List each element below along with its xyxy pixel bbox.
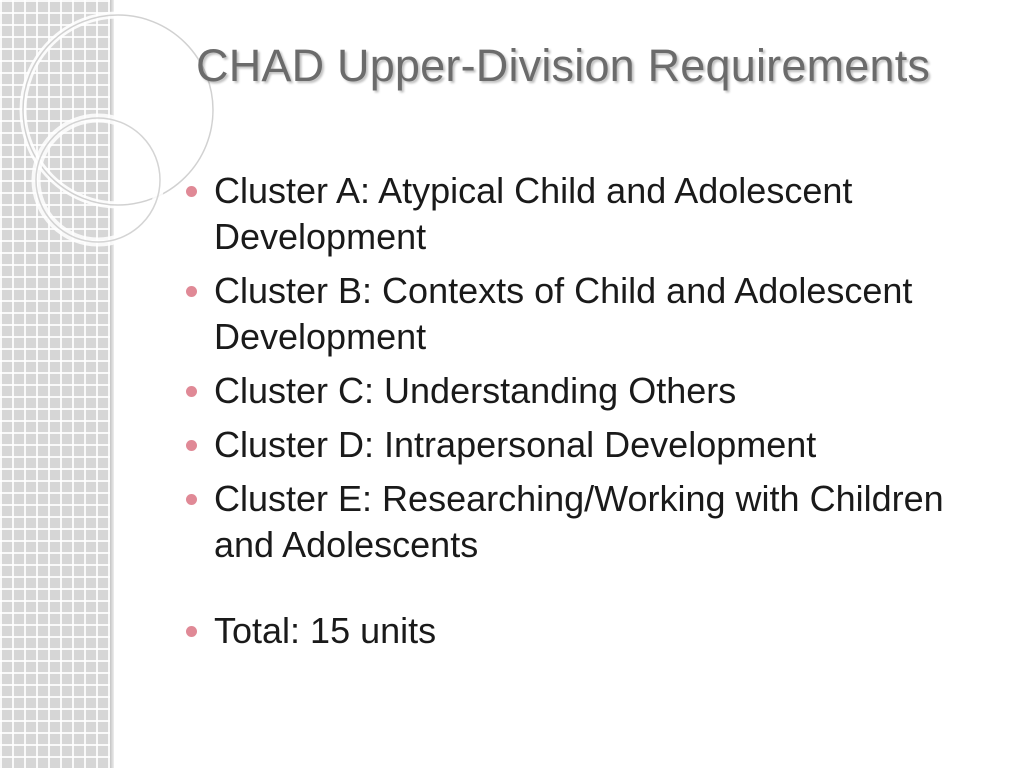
list-item-text: Total: 15 units (214, 610, 437, 651)
pink-dot-bullet-icon (186, 386, 197, 397)
list-item (184, 268, 994, 360)
pink-dot-bullet-icon (186, 626, 197, 637)
list-item (184, 168, 994, 260)
side-grid-panel (0, 0, 113, 768)
list-item (184, 368, 994, 414)
bullet-list (184, 168, 994, 662)
pink-dot-bullet-icon (186, 186, 197, 197)
pink-dot-bullet-icon (186, 440, 197, 451)
list-item-text: Cluster A: Atypical Child and Adolescent Development (214, 170, 853, 257)
pink-dot-bullet-icon (186, 494, 197, 505)
list-item-text: Cluster C: Understanding Others (214, 370, 737, 411)
list-item (184, 476, 994, 568)
list-item-text: Cluster D: Intrapersonal Development (214, 424, 817, 465)
list-item-text: Cluster E: Researching/Working with Children and Adolescents (214, 478, 944, 565)
side-panel-edge (110, 0, 114, 768)
list-item-text: Cluster B: Contexts of Child and Adolescent Development (214, 270, 913, 357)
list-item (184, 422, 994, 468)
pink-dot-bullet-icon (186, 286, 197, 297)
slide-title: CHAD Upper-Division Requirements (196, 40, 931, 91)
list-item-total (184, 608, 994, 654)
